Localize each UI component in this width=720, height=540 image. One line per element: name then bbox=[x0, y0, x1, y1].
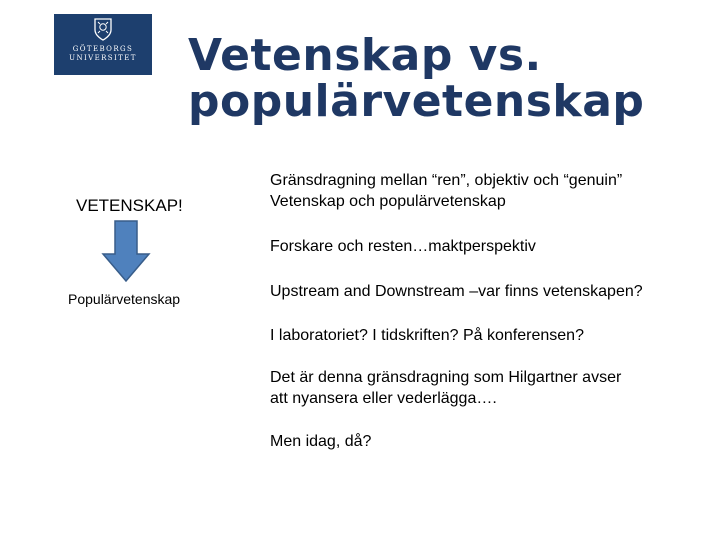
title-line2: populärvetenskap bbox=[188, 76, 645, 127]
paragraph-line: Men idag, då? bbox=[270, 433, 372, 450]
paragraph-line: I laboratoriet? I tidskriften? På konferensen? bbox=[270, 327, 584, 344]
paragraph bbox=[270, 431, 371, 452]
science-label: VETENSKAP! bbox=[76, 196, 183, 215]
university-logo bbox=[54, 14, 152, 75]
paragraph-line: Vetenskap och populärvetenskap bbox=[270, 193, 506, 210]
paragraph-line: Upstream and Downstream –var finns vetenskapen? bbox=[270, 283, 643, 300]
paragraph bbox=[270, 281, 643, 302]
paragraph-line: Gränsdragning mellan “ren”, objektiv och “genuin” bbox=[270, 172, 623, 189]
paragraph bbox=[270, 367, 621, 409]
paragraph-line: Forskare och resten…maktperspektiv bbox=[270, 238, 536, 255]
paragraph-line: att nyansera eller vederlägga…. bbox=[270, 390, 497, 407]
slide-title bbox=[188, 30, 645, 127]
paragraph bbox=[270, 325, 584, 346]
down-arrow-icon bbox=[101, 220, 151, 282]
paragraph bbox=[270, 170, 622, 212]
logo-text-line1: GÖTEBORGS bbox=[72, 45, 134, 53]
popular-science-label: Populärvetenskap bbox=[68, 291, 181, 307]
logo-text-line2: UNIVERSITET bbox=[69, 54, 137, 62]
paragraph-line: Det är denna gränsdragning som Hilgartner avser bbox=[270, 369, 622, 386]
paragraph bbox=[270, 236, 536, 257]
title-line1: Vetenskap vs. bbox=[188, 30, 542, 81]
crest-icon bbox=[93, 17, 113, 41]
